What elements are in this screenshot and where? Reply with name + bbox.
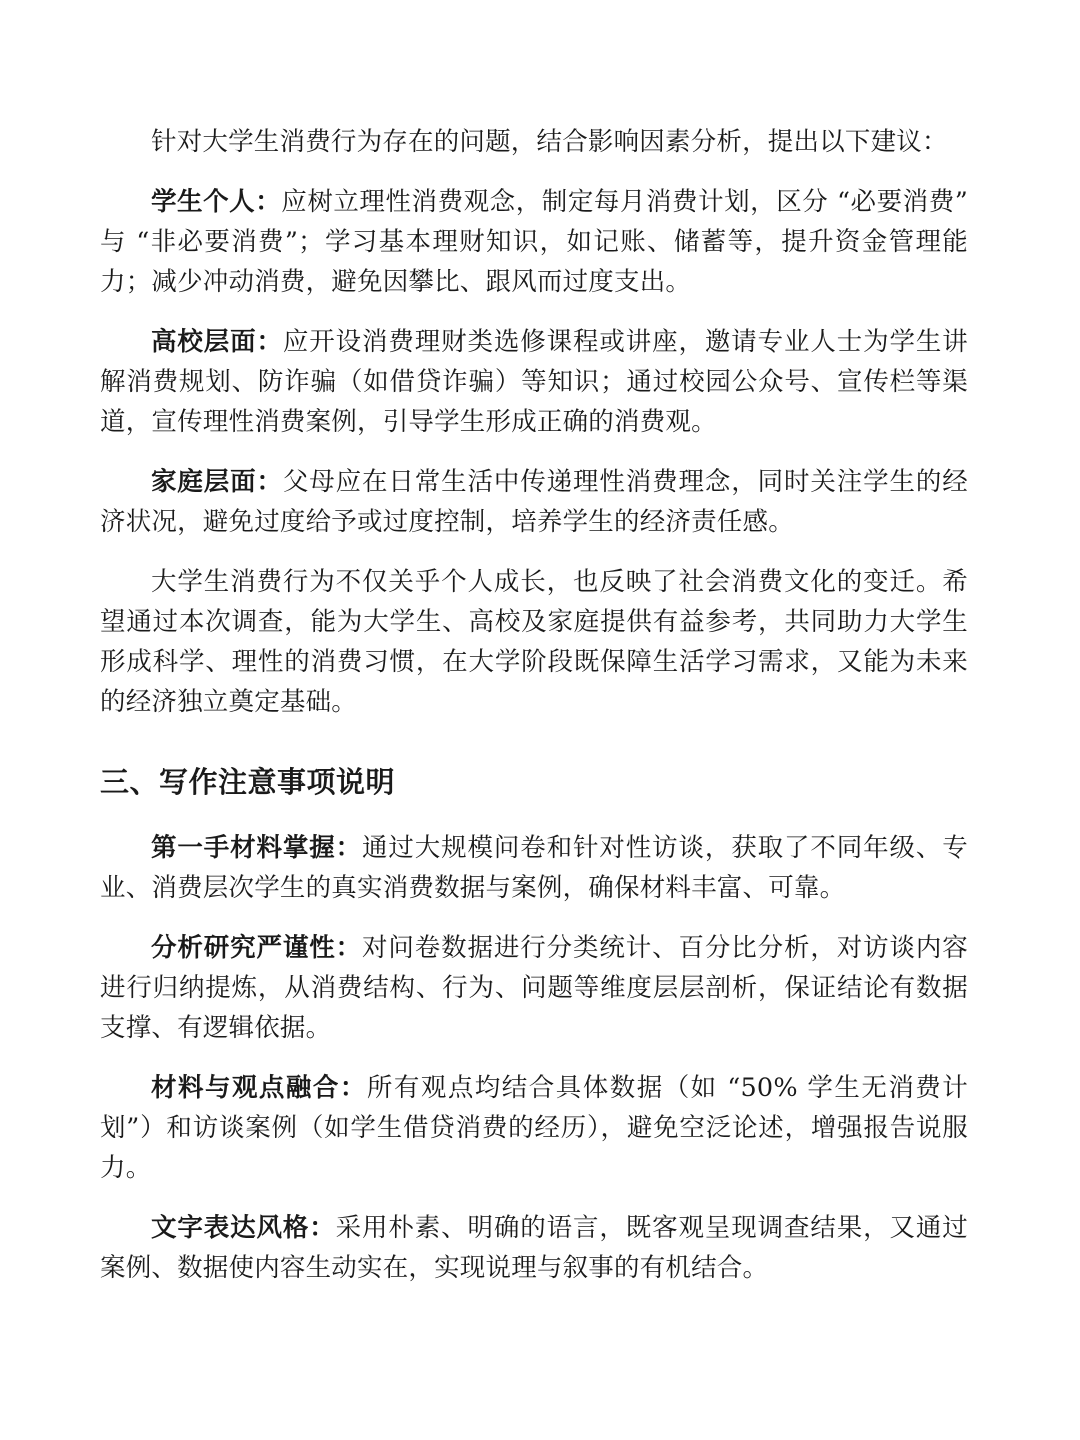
note-first-hand-material-text: 通过大规模问卷和针对性访谈，获取了不同年级、专业、消费层次学生的真实消费数据与案例，确保材料丰富、可靠。 (100, 833, 968, 903)
section-heading: 三、写作注意事项说明 (100, 765, 396, 799)
note-rigor-text: 对问卷数据进行分类统计、百分比分析，对访谈内容进行归纳提炼，从消费结构、行为、问题等维度层层剖析，保证结论有数据支撑、有逻辑依据。 (100, 933, 968, 1043)
recommendation-family-text: 父母应在日常生活中传递理性消费理念，同时关注学生的经济状况，避免过度给予或过度控制，培养学生的经济责任感。 (100, 467, 968, 537)
recommendation-university (100, 322, 968, 442)
recommendation-student (100, 182, 968, 302)
recommendation-family-lead: 家庭层面： (151, 467, 283, 497)
recommendation-university-lead: 高校层面： (151, 327, 283, 357)
note-fusion-text: 所有观点均结合具体数据（如 “50% 学生无消费计划”）和访谈案例（如学生借贷消费的经历），避免空泛论述，增强报告说服力。 (100, 1073, 968, 1183)
recommendation-family (100, 462, 968, 542)
note-style-text: 采用朴素、明确的语言，既客观呈现调查结果，又通过案例、数据使内容生动实在，实现说理与叙事的有机结合。 (100, 1213, 968, 1283)
note-fusion (100, 1068, 968, 1188)
recommendations-intro: 针对大学生消费行为存在的问题，结合影响因素分析，提出以下建议： (151, 127, 948, 157)
note-style-lead: 文字表达风格： (151, 1213, 336, 1243)
note-rigor-lead: 分析研究严谨性： (151, 933, 363, 963)
note-rigor (100, 928, 968, 1048)
recommendation-student-text: 应树立理性消费观念，制定每月消费计划，区分 “必要消费” 与 “非必要消费”；学习基本理财知识，如记账、储蓄等，提升资金管理能力；减少冲动消费，避免因攀比、跟风而过度支出。 (100, 187, 968, 297)
recommendation-student-lead: 学生个人： (151, 187, 282, 217)
note-fusion-lead: 材料与观点融合： (151, 1073, 367, 1103)
conclusion-paragraph: 大学生消费行为不仅关乎个人成长，也反映了社会消费文化的变迁。希望通过本次调查，能为大学生、高校及家庭提供有益参考，共同助力大学生形成科学、理性的消费习惯，在大学阶段既保障生活学习需求，又能为未来的经济独立奠定基础。 (100, 567, 968, 717)
note-first-hand-material (100, 828, 968, 908)
note-style (100, 1208, 968, 1288)
document-page (100, 122, 968, 1308)
note-first-hand-material-lead: 第一手材料掌握： (151, 833, 363, 863)
recommendation-university-text: 应开设消费理财类选修课程或讲座，邀请专业人士为学生讲解消费规划、防诈骗（如借贷诈骗）等知识；通过校园公众号、宣传栏等渠道，宣传理性消费案例，引导学生形成正确的消费观。 (100, 327, 968, 437)
